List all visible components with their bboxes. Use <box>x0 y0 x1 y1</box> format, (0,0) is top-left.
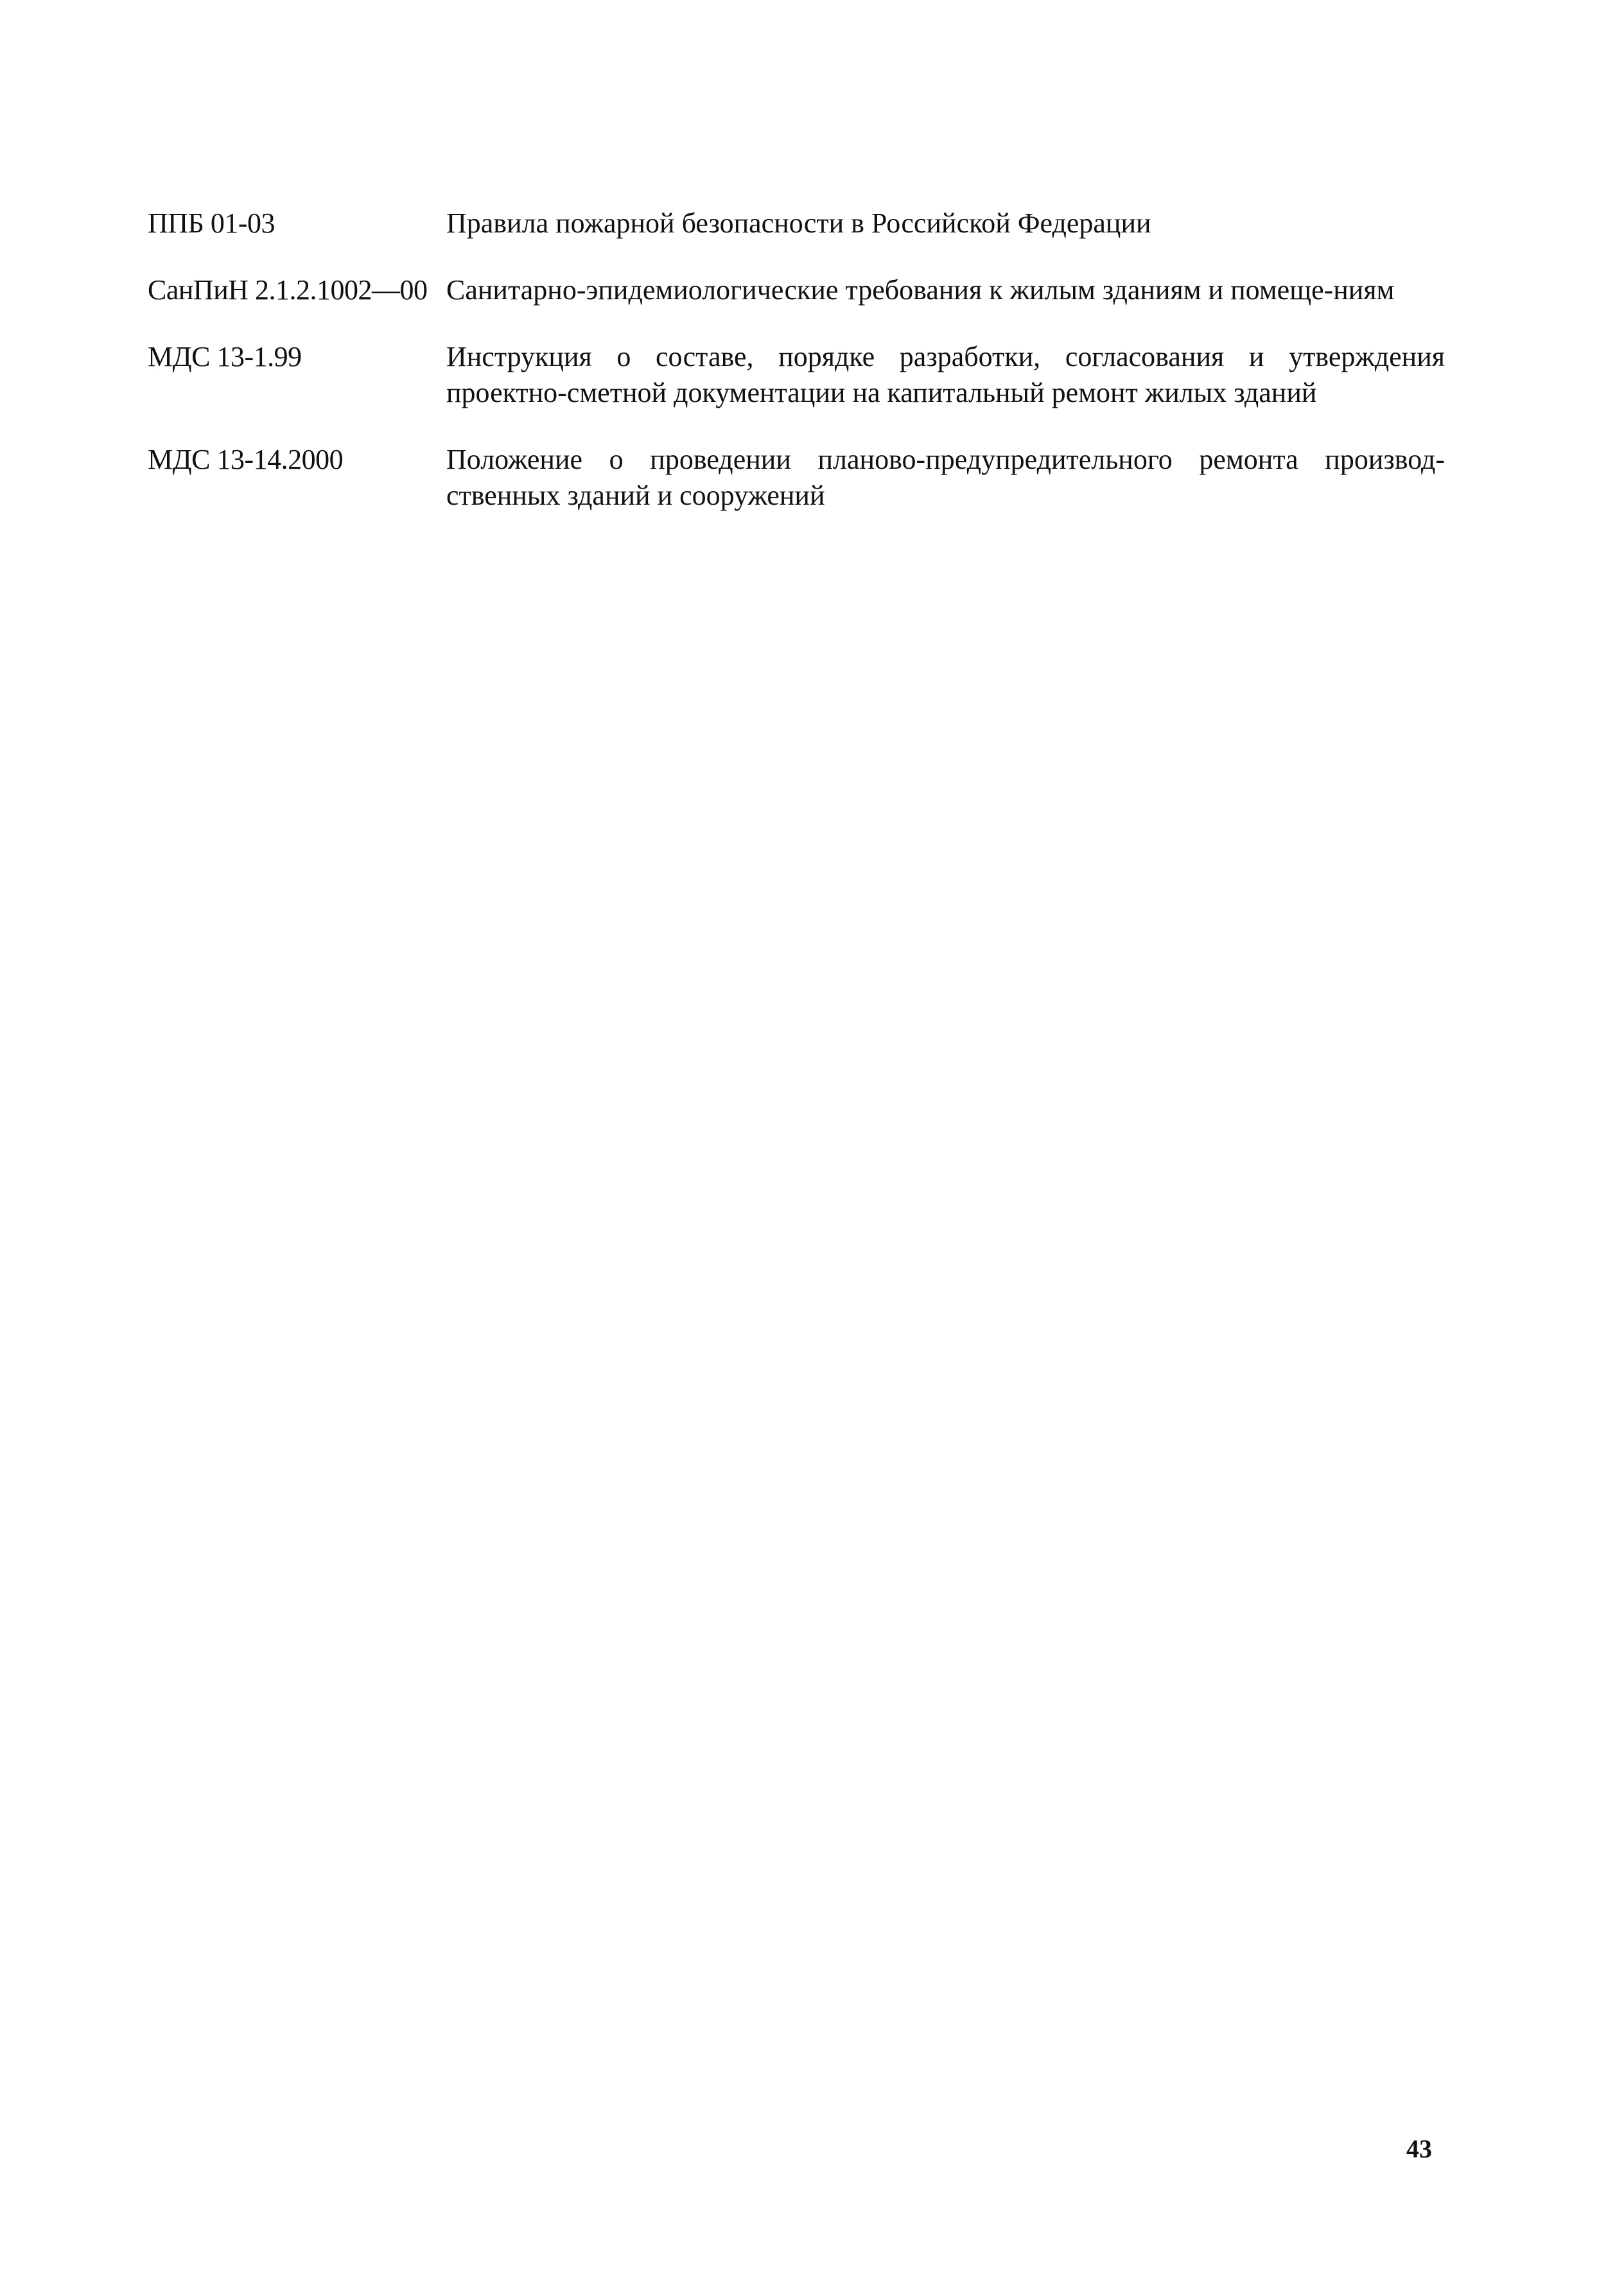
page-number: 43 <box>1406 2134 1432 2163</box>
reference-code: ППБ 01-03 <box>148 207 275 239</box>
reference-list <box>148 205 1445 544</box>
reference-row <box>148 339 1445 411</box>
reference-code: СанПиН 2.1.2.1002—00 <box>148 274 428 306</box>
reference-title: Правила пожарной безопасности в Российской Федерации <box>446 207 1151 239</box>
reference-title: Санитарно-эпидемиологические требования к жилым зданиям и помеще-ниям <box>446 274 1395 306</box>
reference-title: Положение о проведении планово-предупредительного ремонта производ-ственных зданий и сооружений <box>446 444 1445 511</box>
reference-code: МДС 13-14.2000 <box>148 444 344 475</box>
reference-code: МДС 13-1.99 <box>148 341 302 372</box>
reference-title: Инструкция о составе, порядке разработки, согласования и утверждения проектно-сметной документации на капитальный ремонт жилых зданий <box>446 341 1445 408</box>
reference-row <box>148 442 1445 514</box>
reference-row <box>148 205 1445 241</box>
reference-row <box>148 272 1445 308</box>
